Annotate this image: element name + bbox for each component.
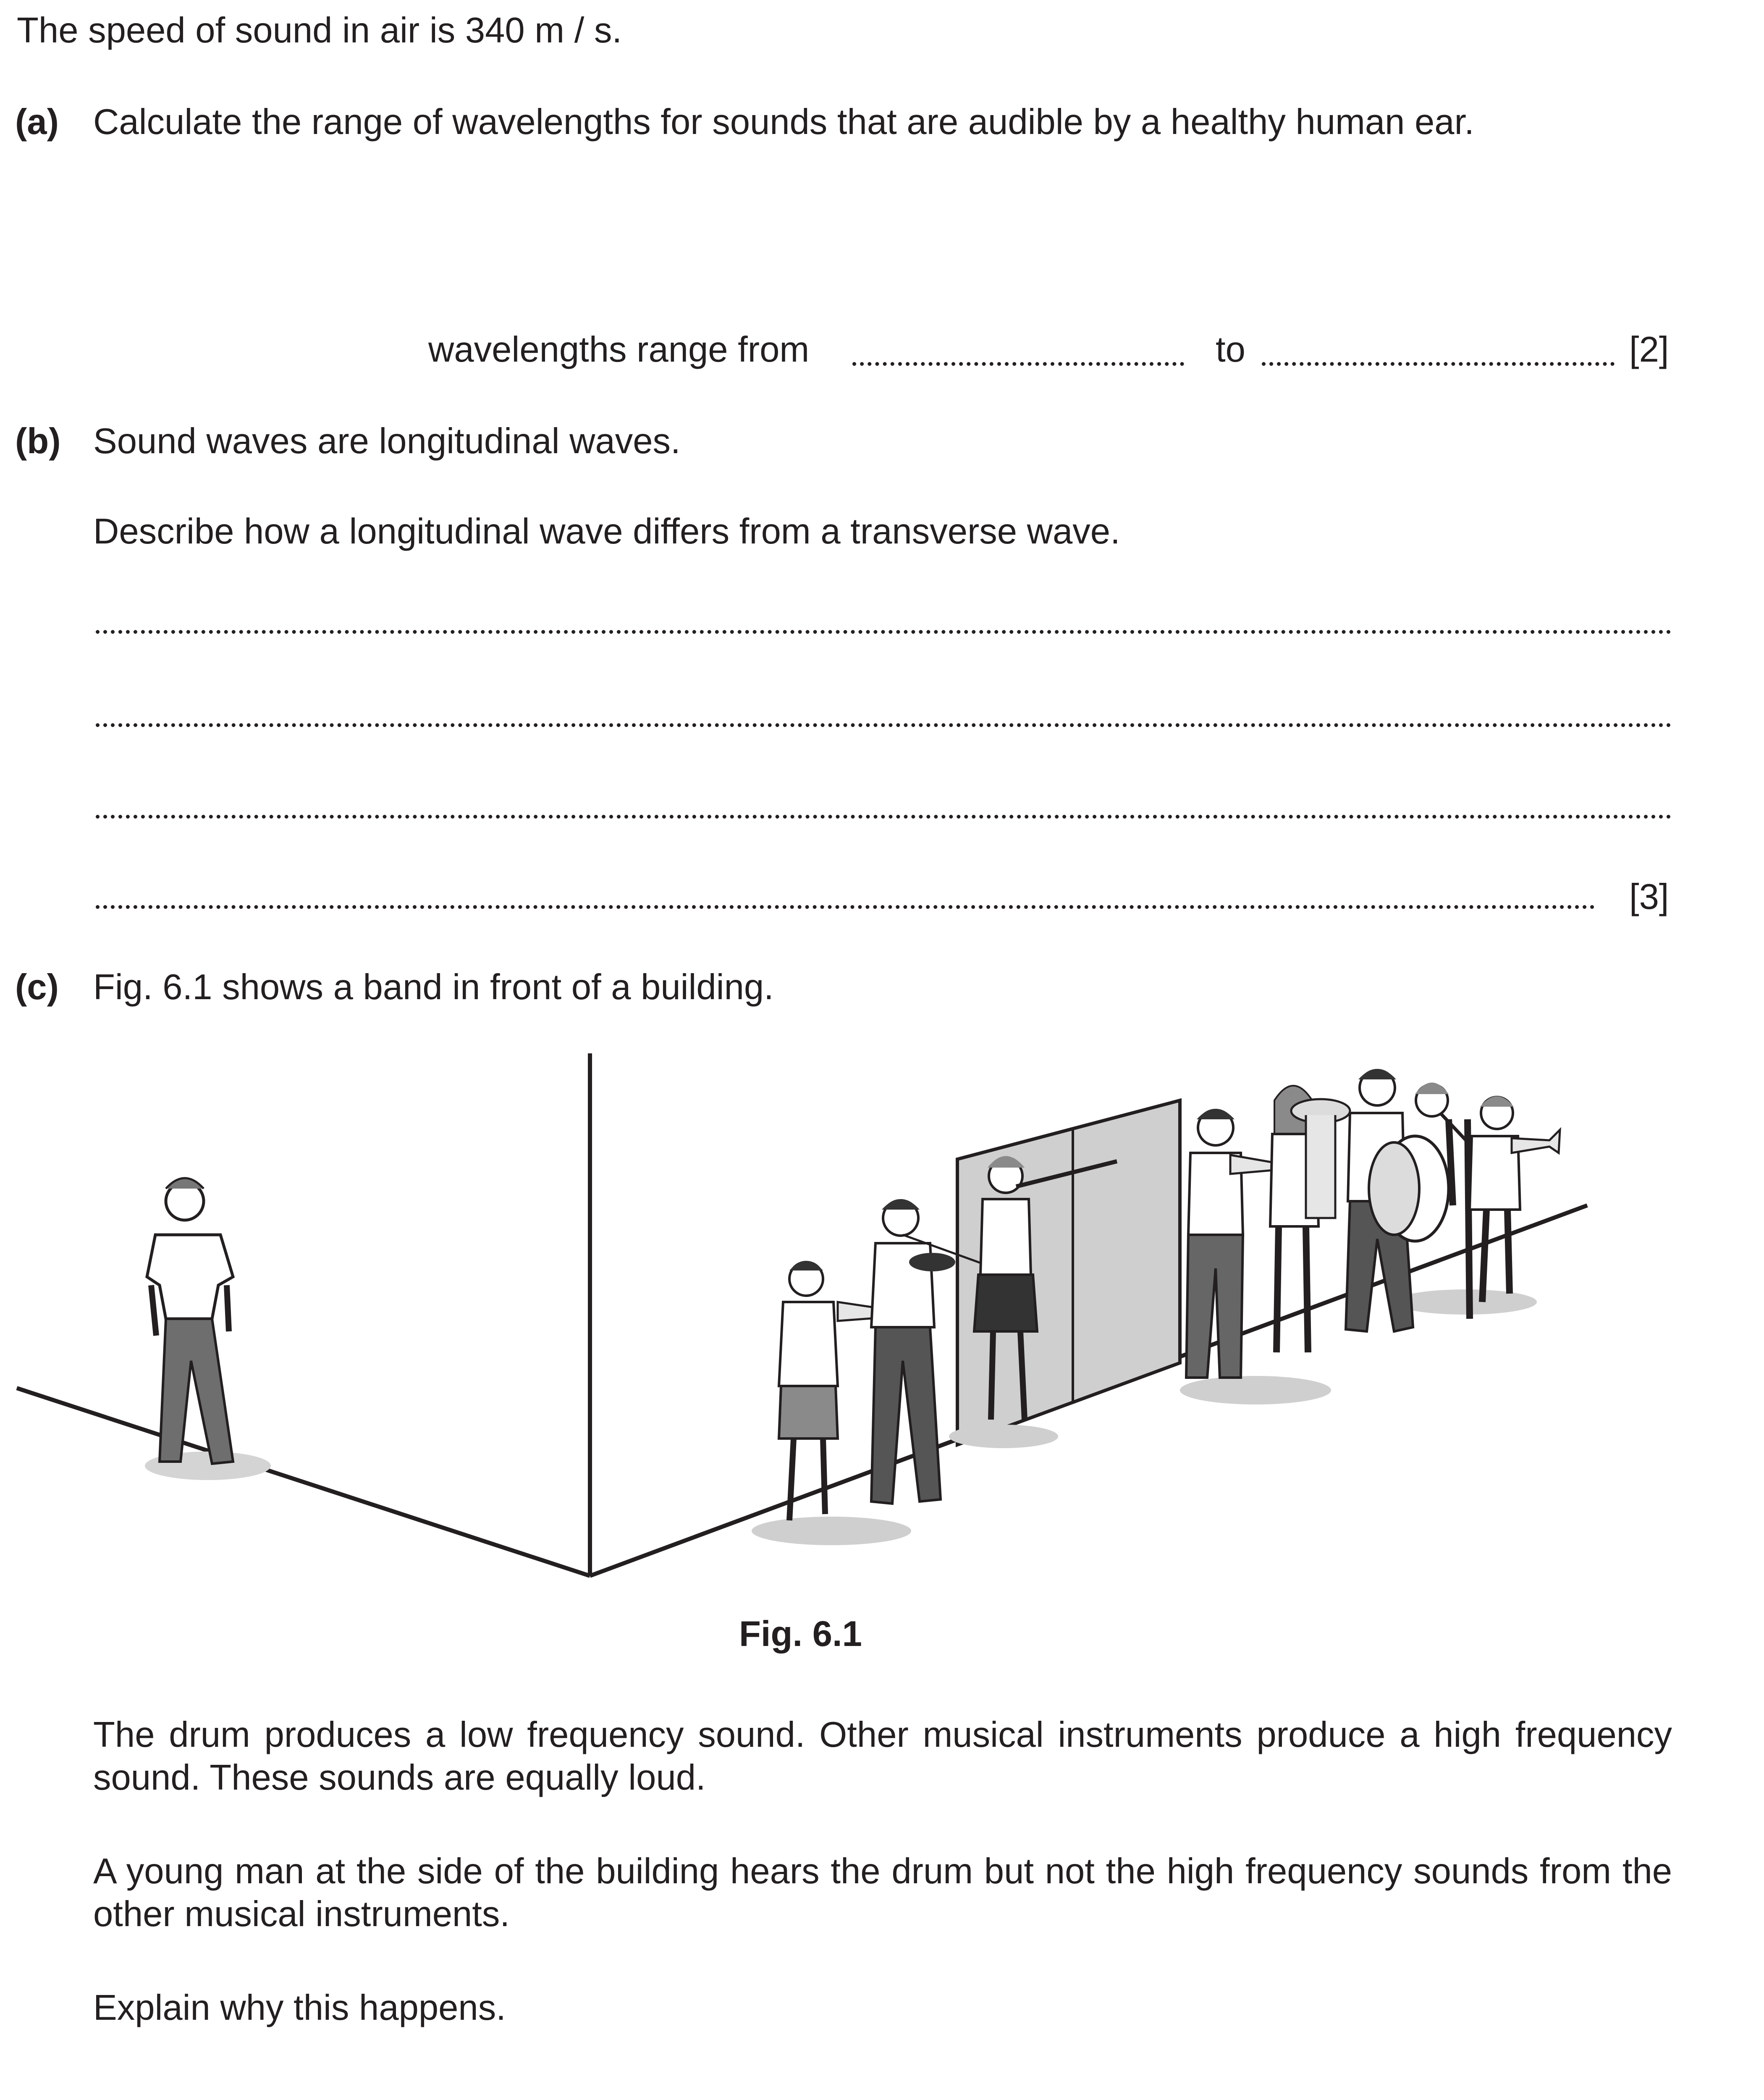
part-b-answer-line-1[interactable] xyxy=(96,630,1671,634)
part-b-answer-line-4[interactable] xyxy=(96,905,1595,909)
part-a-marks: [2] xyxy=(1629,330,1669,370)
figure-6-1-illustration xyxy=(0,1042,1764,1596)
part-c-paragraph-1: The drum produces a low frequency sound. Other musical instruments produce a high frequency sound. These sounds are equally loud. xyxy=(93,1715,1672,1798)
part-b-statement: Sound waves are longitudinal waves. xyxy=(93,421,681,461)
figure-caption: Fig. 6.1 xyxy=(739,1614,862,1654)
part-c-statement: Fig. 6.1 shows a band in front of a building. xyxy=(93,967,774,1007)
part-b-question: Describe how a longitudinal wave differs from a transverse wave. xyxy=(93,512,1120,551)
part-a-answer-mid: to xyxy=(1216,330,1245,370)
part-b-marks: [3] xyxy=(1629,877,1669,917)
young-man-figure xyxy=(145,1178,271,1480)
part-b-answer-line-2[interactable] xyxy=(96,723,1671,727)
part-a-answer-field-max[interactable] xyxy=(1262,362,1615,366)
intro-text: The speed of sound in air is 340 m / s. xyxy=(17,10,622,50)
part-c-label: (c) xyxy=(15,967,59,1007)
part-a-answer-prefix: wavelengths range from xyxy=(428,330,810,370)
part-a-question: Calculate the range of wavelengths for sounds that are audible by a healthy human ear. xyxy=(93,102,1474,142)
part-a-label: (a) xyxy=(15,102,59,142)
part-c-question: Explain why this happens. xyxy=(93,1988,506,2028)
band-member-tuba-woman xyxy=(1270,1086,1350,1352)
part-c-paragraph-2: A young man at the side of the building hears the drum but not the high frequency sounds from the other musical instruments. xyxy=(93,1851,1672,1934)
band-member-trumpeter-back xyxy=(1470,1096,1560,1302)
part-b-answer-line-3[interactable] xyxy=(96,815,1671,819)
part-b-label: (b) xyxy=(15,421,61,461)
part-a-answer-field-min[interactable] xyxy=(852,362,1184,366)
